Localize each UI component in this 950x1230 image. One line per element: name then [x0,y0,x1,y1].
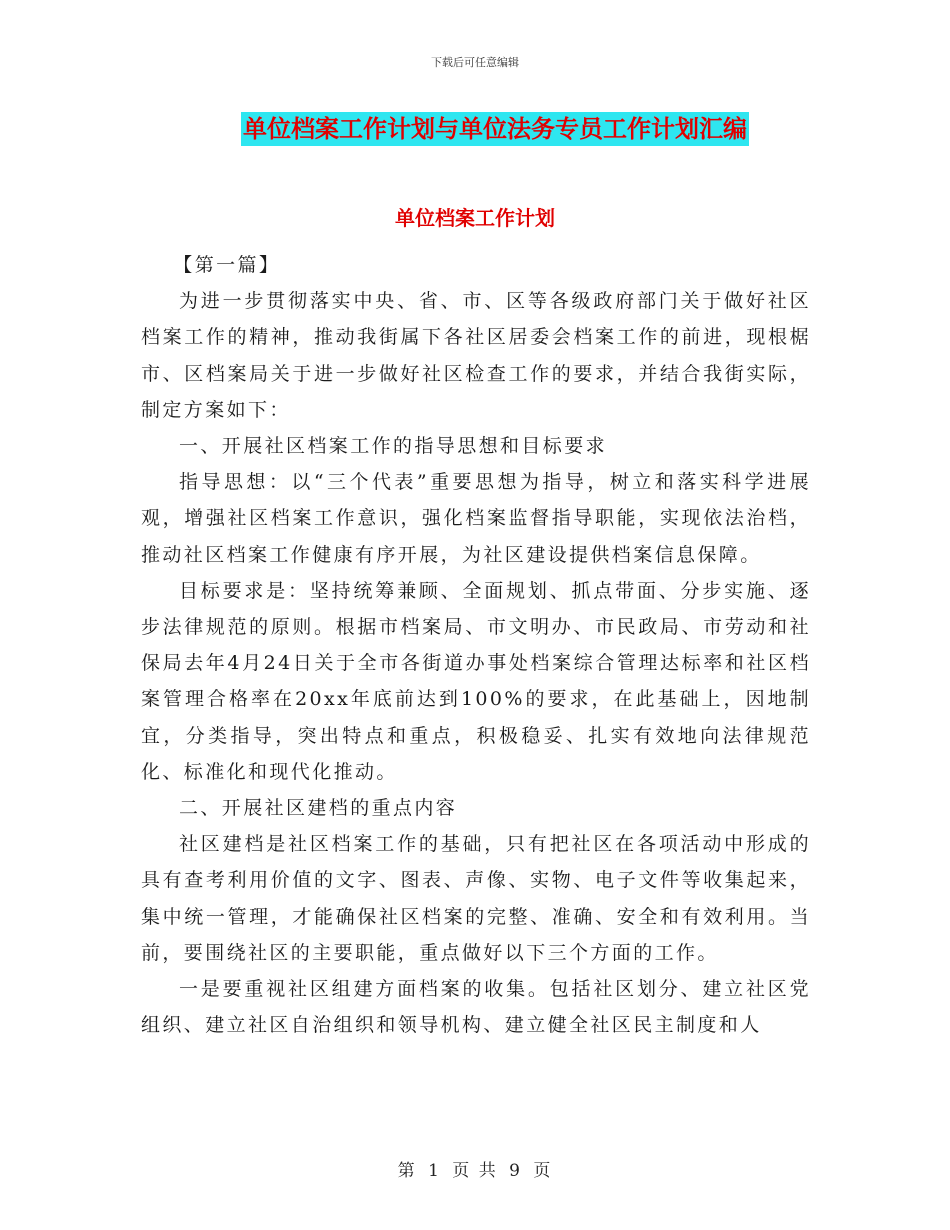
footer-total-pages: 9 [509,1161,522,1181]
footer-prefix: 第 [397,1161,417,1181]
document-title: 单位档案工作计划与单位法务专员工作计划汇编 [241,112,749,146]
section-heading: 二、开展社区建档的重点内容 [179,797,458,820]
footer-middle: 页 共 [452,1161,498,1181]
body-paragraph: 目标要求是：坚持统筹兼顾、全面规划、抓点带面、分步实施、逐步法律规范的原则。根据市档案局、市文明办、市民政局、市劳动和社保局去年4月24日关于全市各街道办事处档案综合管理达标率和社区档案管理合格率在20xx年底前达到100%的要求，在此基础上，因地制宜，分类指导，突出特点和重点，积极稳妥、扎实有效地向法律规范化、标准化和现代化推动。 [141,579,811,783]
section-title: 单位档案工作计划 [395,206,555,230]
document-title-wrap [0,112,950,146]
page-footer [0,1156,950,1181]
document-body [141,247,811,1043]
body-paragraph: 社区建档是社区档案工作的基础，只有把社区在各项活动中形成的具有查考利用价值的文字、图表、声像、实物、电子文件等收集起来，集中统一管理，才能确保社区档案的完整、准确、安全和有效利用。当前，要围绕社区的主要职能，重点做好以下三个方面的工作。 [141,833,811,964]
header-note: 下载后可任意编辑 [431,56,519,69]
body-paragraph: 为进一步贯彻落实中央、省、市、区等各级政府部门关于做好社区档案工作的精神，推动我街属下各社区居委会档案工作的前进，现根椐市、区档案局关于进一步做好社区检查工作的要求，并结合我街实际，制定方案如下： [141,290,811,421]
part-label: 【第一篇】 [173,254,281,276]
section-heading: 一、开展社区档案工作的指导思想和目标要求 [179,435,608,458]
body-paragraph: 一是要重视社区组建方面档案的收集。包括社区划分、建立社区党组织、建立社区自治组织和领导机构、建立健全社区民主制度和人 [141,978,811,1037]
footer-current-page: 1 [428,1161,441,1181]
body-paragraph: 指导思想：以“三个代表”重要思想为指导，树立和落实科学进展观，增强社区档案工作意识，强化档案监督指导职能，实现依法治档，推动社区档案工作健康有序开展，为社区建设提供档案信息保障。 [141,471,811,566]
footer-suffix: 页 [533,1161,553,1181]
